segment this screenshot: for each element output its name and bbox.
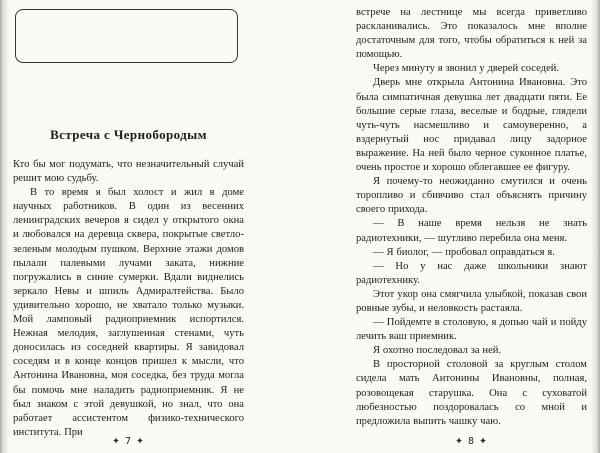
page-number-left: ✦ 7 ✦ (111, 436, 145, 447)
paragraph: Я почему-то неожиданно смутился и очень торопливо и сбивчиво стал объяснять причину своего прихода. (356, 176, 587, 216)
paragraph: Я охотно последовал за ней. (373, 345, 502, 357)
paragraph: Этот укор она смягчила улыбкой, показав свои ровные зубы, и неловкость растаяла. (356, 288, 587, 314)
page-number-right: ✦ 8 ✦ (454, 436, 488, 447)
chapter-title: Встреча с Чернобородым (50, 127, 207, 142)
page-stack-edge-left (0, 0, 10, 453)
paragraph: — Пойдемте в столовую, я допью чай и пойду лечить ваш приемник. (356, 317, 587, 343)
paragraph: Через минуту я звонил у дверей соседей. (373, 63, 560, 75)
left-page-body (13, 158, 244, 440)
paragraph: Дверь мне открыла Антонина Ивановна. Это была симпатичная девушка лет двадцати пяти. Ее большие серые глаза, веселые и бодрые, глядели чуть-чуть насмешливо и самоуверенно, а вздернутый нос придавал лицу задорное выражение. На ней было черное суконное платье, очень простое и хорошо облегавшее ее фигуру. (356, 77, 587, 174)
right-page-body (356, 0, 587, 429)
paragraph: — Но у нас даже школьники знают радиотехнику. (356, 260, 587, 286)
chapter-ornament-frame (15, 9, 238, 63)
left-page (13, 0, 244, 453)
paragraph: В то время я был холост и жил в доме научных работников. В один из весенних ленинградских вечеров я сидел у открытого окна и любовался на деревца сквера, покрытые светло-зеленым молодым пушком. Верхние этажи домов пылали палевыми лучами заката, нижние погружались в синие сумерки. Вдали виднелись зеркало Невы и шпиль Адмиралтейства. Было удивительно хорошо, не хватало только музыки. Мой ламповый радиоприемник испортился. Нежная мелодия, заглушенная стенами, чуть доносилась из соседней квартиры. Я завидовал соседям и в конце концов пришел к мысли, что Антонина Ивановна, моя соседка, без труда могла бы помочь мне наладить радиоприемник. Я не был знаком с этой девушкой, но знал, что она работает ассистентом физико-технического института. При (13, 187, 244, 438)
paragraph: — Я биолог, — пробовал оправдаться я. (373, 246, 555, 258)
paragraph: — В наше время нельзя не знать радиотехники, — шутливо перебила она меня. (356, 218, 587, 244)
page-stack-edge-right (590, 0, 600, 453)
paragraph: встрече на лестнице мы всегда приветливо раскланивались. Это показалось мне вполне достаточным для того, чтобы обратиться к ней за помощью. (356, 7, 587, 61)
paragraph: В просторной столовой за круглым столом сидела мать Антонины Ивановны, полная, розовощекая старушка. Она с суховатой любезностью поздоровалась со мной и предложила выпить чашку чаю. (356, 359, 587, 427)
right-page (356, 0, 587, 453)
paragraph: Кто бы мог подумать, что незначительный случай решит мою судьбу. (13, 159, 244, 185)
